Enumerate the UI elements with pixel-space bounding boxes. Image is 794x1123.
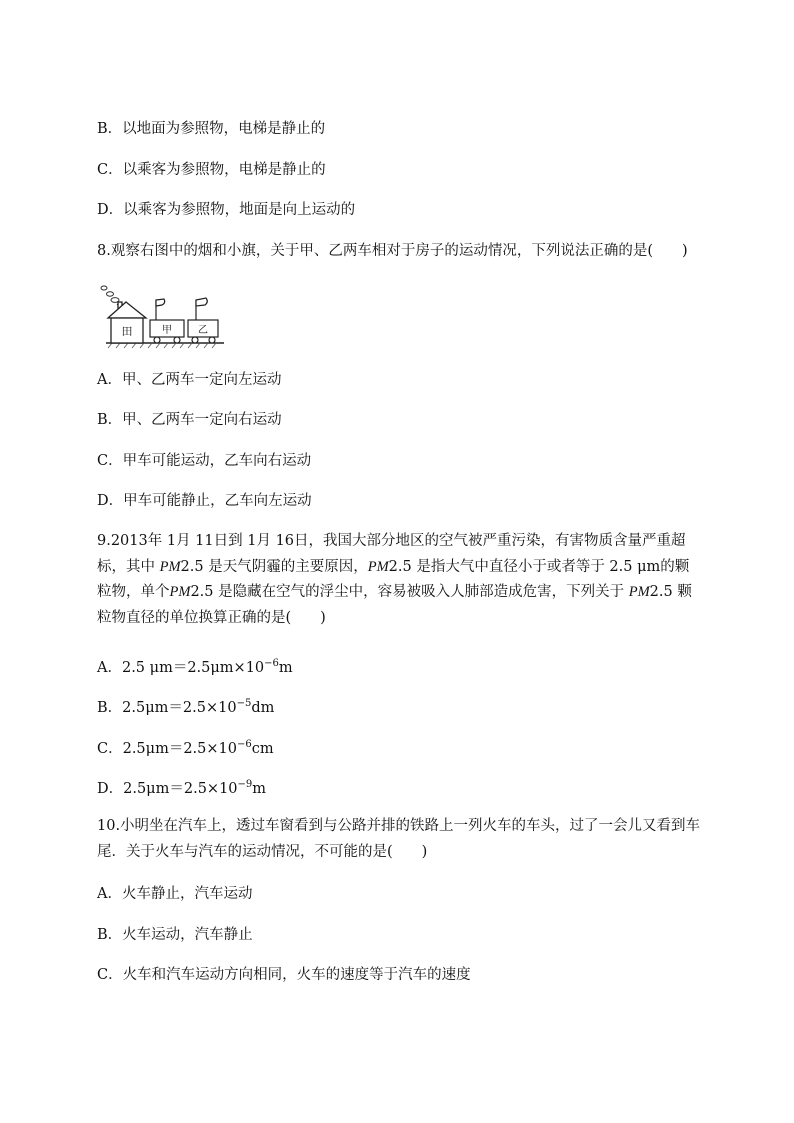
car-yi-label: 乙: [198, 325, 208, 336]
q9-stem: 9.2013年 1月 11日到 1月 16日，我国大部分地区的空气被严重污染，有害物质含量严重超标，其中 PM2.5 是天气阴霾的主要原因，PM2.5 是指大气中直径小于或者等于 2.5 μm的颗粒物，单个PM2.5 是隐藏在空气的浮尘中，容易被吸入人肺部造成危害，下列关于 PM2.5 颗粒物直径的单位换算正确的是( ): [97, 533, 692, 626]
q8-option-a: A．甲、乙两车一定向左运动: [97, 372, 282, 388]
q8-option-b: B．甲、乙两车一定向右运动: [97, 412, 282, 428]
q9-option-b: B．$2.5\mu m=2.5\times 10^{-5}dm$: [97, 698, 275, 716]
q7-option-c: C．以乘客为参照物，电梯是静止的: [97, 162, 326, 178]
car-yi: [188, 298, 218, 343]
q7-option-b: B．以地面为参照物，电梯是静止的: [97, 121, 326, 137]
q8-option-d: D．甲车可能静止，乙车向左运动: [97, 493, 312, 509]
q7-option-d: D．以乘客为参照物，地面是向上运动的: [97, 202, 356, 218]
q8-figure: [100, 280, 230, 350]
q9-option-a: A．2.5 $\mu m=2.5\mu m\times 10^{-6}m$: [97, 658, 293, 676]
q10-option-b: B．火车运动，汽车静止: [97, 927, 253, 943]
q9-option-c: C．$2.5\mu m=2.5\times 10^{-6}cm$: [97, 739, 274, 757]
house-label: 田: [121, 325, 133, 338]
smoke-puffs: [101, 286, 119, 309]
car-jia-label: 甲: [162, 325, 172, 336]
q10-option-c: C．火车和汽车运动方向相同，火车的速度等于汽车的速度: [97, 967, 471, 983]
q10-option-a: A．火车静止，汽车运动: [97, 886, 253, 902]
q8-stem: 8.观察右图中的烟和小旗，关于甲、乙两车相对于房子的运动情况，下列说法正确的是( ): [97, 243, 688, 259]
q10-stem: 10.小明坐在汽车上，透过车窗看到与公路并排的铁路上一列火车的车头，过了一会儿又看到车尾．关于火车与汽车的运动情况，不可能的是( ): [97, 818, 701, 860]
q9-option-d: D．$2.5\mu m=2.5\times 10^{-9}m$: [97, 779, 267, 797]
q8-option-c: C．甲车可能运动，乙车向右运动: [97, 453, 312, 469]
car-jia: [150, 299, 184, 343]
